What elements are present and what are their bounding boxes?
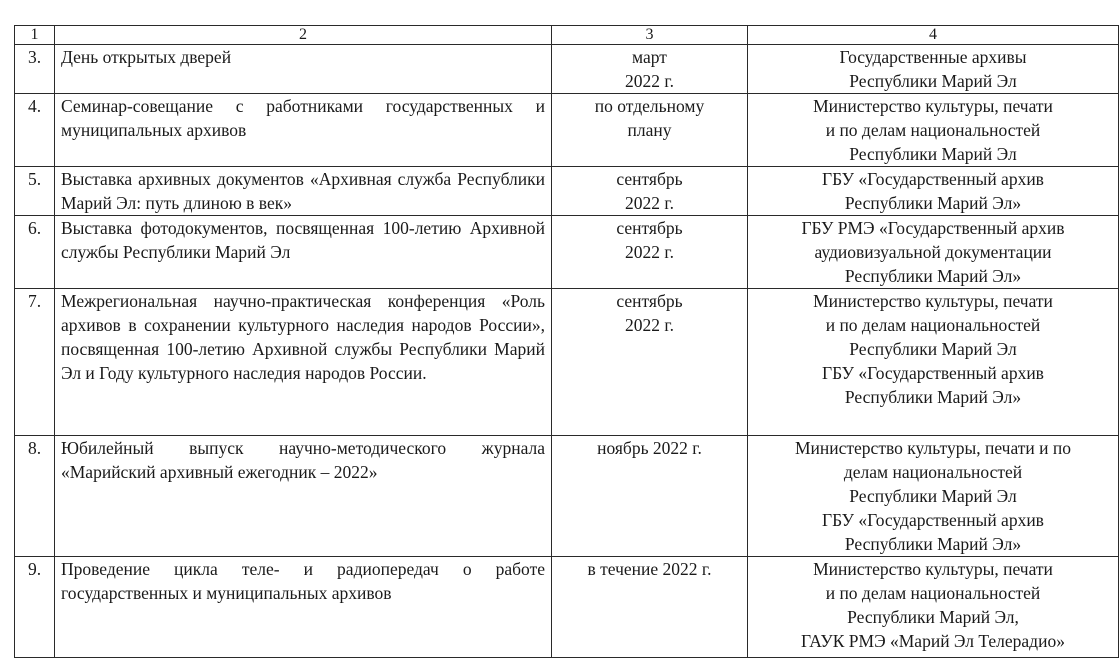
event-date (552, 94, 748, 167)
responsible-line: аудиовизуальной документации (814, 242, 1052, 262)
event-responsible (748, 94, 1119, 167)
event-name (55, 436, 552, 557)
event-date-line: 2022 г. (625, 315, 674, 335)
event-name (55, 216, 552, 289)
responsible-line: Министерство культуры, печати (813, 291, 1053, 311)
table-row (15, 216, 1119, 289)
responsible-line: ГБУ РМЭ «Государственный архив (801, 218, 1065, 238)
table-row (15, 289, 1119, 436)
responsible-line: Республики Марий Эл» (844, 193, 1022, 213)
event-date (552, 167, 748, 216)
event-responsible (748, 557, 1119, 658)
event-date (552, 216, 748, 289)
event-date-line: плану (627, 120, 672, 140)
table-row (15, 167, 1119, 216)
event-responsible (748, 289, 1119, 436)
event-date-line: сентябрь (616, 218, 683, 238)
column-number-4: 4 (748, 26, 1119, 45)
responsible-line: Республики Марий Эл» (844, 534, 1022, 554)
responsible-line: и по делам национальностей (825, 120, 1041, 140)
event-name (55, 289, 552, 436)
responsible-line: Республики Марий Эл (849, 486, 1017, 506)
table-row (15, 436, 1119, 557)
column-number-3: 3 (552, 26, 748, 45)
event-name-text: Межрегиональная научно-практическая конференция «Роль архивов в сохранении культурного наследия народов России», посвященная 100-летию Архивной службы Республики Марий Эл и Году культурного наследия народов России. (61, 291, 545, 383)
responsible-line: ГБУ «Государственный архив (822, 169, 1044, 189)
event-date-line: сентябрь (616, 291, 683, 311)
event-date-line: сентябрь (616, 169, 683, 189)
event-date-line: 2022 г. (625, 242, 674, 262)
responsible-line: Государственные архивы (839, 47, 1027, 67)
event-name-text: Юбилейный выпуск научно-методического журнала «Марийский архивный ежегодник – 2022» (61, 438, 545, 482)
row-number: 7. (15, 289, 55, 436)
event-responsible (748, 167, 1119, 216)
event-date-line: в течение 2022 г. (587, 559, 712, 579)
responsible-line: Республики Марий Эл» (844, 266, 1022, 286)
event-name (55, 94, 552, 167)
event-name (55, 167, 552, 216)
responsible-line: Республики Марий Эл, (847, 607, 1019, 627)
event-date-line: март (632, 47, 667, 67)
event-date-line: 2022 г. (625, 193, 674, 213)
event-name-text: Выставка архивных документов «Архивная служба Республики Марий Эл: путь длиною в век» (61, 169, 545, 213)
row-number: 3. (15, 45, 55, 94)
table-header-row (15, 26, 1119, 45)
row-number: 8. (15, 436, 55, 557)
event-responsible (748, 45, 1119, 94)
table-row (15, 45, 1119, 94)
responsible-line: ГБУ «Государственный архив (822, 510, 1044, 530)
event-name-text: День открытых дверей (61, 47, 232, 67)
event-name-text: Семинар-совещание с работниками государственных и муниципальных архивов (61, 96, 545, 140)
responsible-line: делам национальностей (843, 462, 1023, 482)
event-name (55, 557, 552, 658)
row-number: 5. (15, 167, 55, 216)
event-responsible (748, 216, 1119, 289)
event-responsible (748, 436, 1119, 557)
row-number: 9. (15, 557, 55, 658)
table-row (15, 557, 1119, 658)
event-date (552, 45, 748, 94)
responsible-line: Республики Марий Эл (849, 339, 1017, 359)
responsible-line: Республики Марий Эл (849, 71, 1017, 91)
table-row (15, 94, 1119, 167)
event-date-line: 2022 г. (625, 71, 674, 91)
event-name-text: Выставка фотодокументов, посвященная 100-летию Архивной службы Республики Марий Эл (61, 218, 545, 262)
column-number-2: 2 (55, 26, 552, 45)
responsible-line: Министерство культуры, печати и по (794, 438, 1072, 458)
events-plan-table (14, 25, 1119, 658)
event-date-line: по отдельному (594, 96, 705, 116)
row-number: 6. (15, 216, 55, 289)
responsible-line: и по делам национальностей (825, 583, 1041, 603)
responsible-line: ГБУ «Государственный архив (822, 363, 1044, 383)
responsible-line: ГАУК РМЭ «Марий Эл Телерадио» (801, 631, 1065, 651)
responsible-line: и по делам национальностей (825, 315, 1041, 335)
event-date (552, 557, 748, 658)
responsible-line: Республики Марий Эл» (844, 387, 1022, 407)
page-top-margin (0, 0, 1120, 24)
column-number-1: 1 (15, 26, 55, 45)
row-number: 4. (15, 94, 55, 167)
event-name-text: Проведение цикла теле- и радиопередач о работе государственных и муниципальных архивов (61, 559, 545, 603)
responsible-line: Министерство культуры, печати (813, 96, 1053, 116)
event-date (552, 289, 748, 436)
event-name (55, 45, 552, 94)
responsible-line: Министерство культуры, печати (813, 559, 1053, 579)
event-date-line: ноябрь 2022 г. (597, 438, 702, 458)
event-date (552, 436, 748, 557)
responsible-line: Республики Марий Эл (849, 144, 1017, 164)
